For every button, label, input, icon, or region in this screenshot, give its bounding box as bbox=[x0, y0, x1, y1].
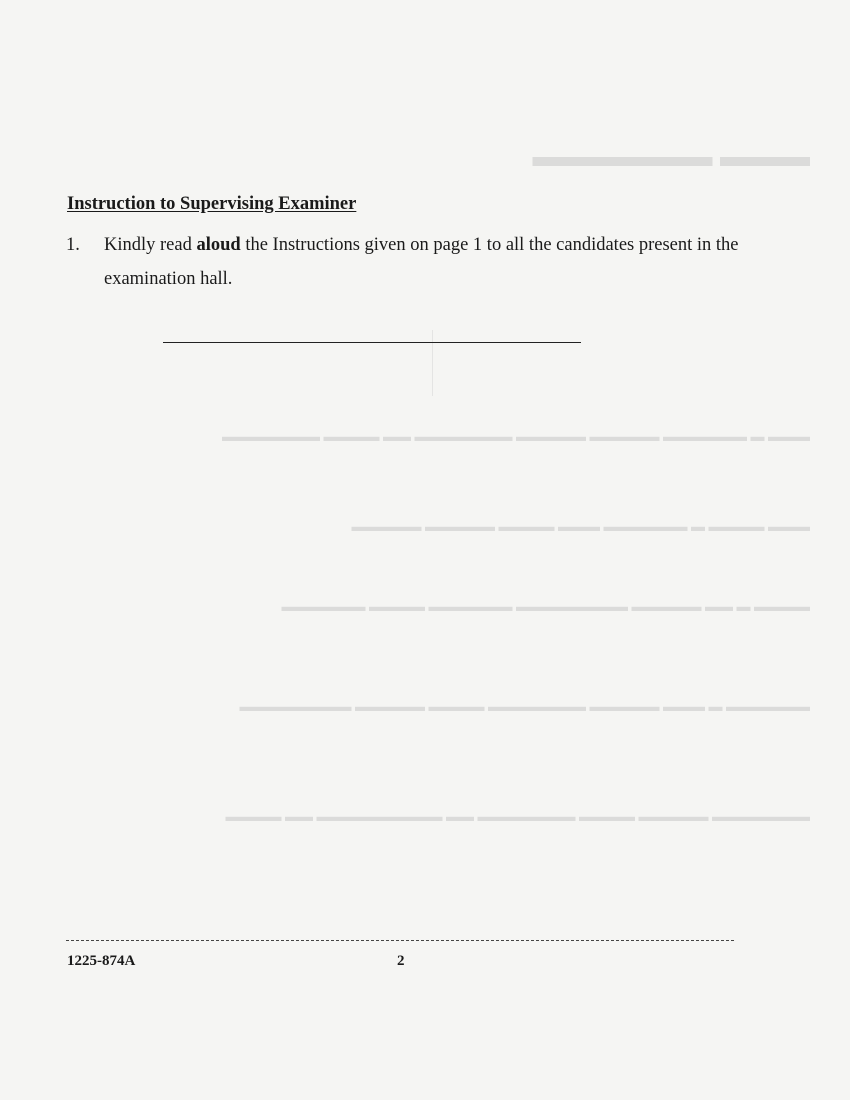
section-heading: Instruction to Supervising Examiner bbox=[67, 194, 357, 214]
footer-rule bbox=[66, 940, 734, 941]
item-text-emphasis: aloud bbox=[196, 235, 241, 255]
item-text-end: the Instructions given on page 1 to all the candidates present in the examination hall. bbox=[104, 235, 739, 289]
bleed-through-decoration: ▬▬▬ ▬ ▬▬▬▬▬▬ ▬▬▬▬▬ ▬▬▬▬▬ ▬▬▬▬▬▬▬ ▬▬ ▬▬▬▬ ▬▬▬▬▬▬▬ bbox=[222, 430, 810, 445]
item-text-start: Kindly read bbox=[104, 235, 197, 255]
instruction-item bbox=[66, 228, 746, 296]
bleed-through-decoration: ▬▬▬▬ ▬ ▬▬ ▬▬▬▬▬ ▬▬▬▬▬▬▬▬ ▬▬▬▬▬▬ ▬▬▬▬ ▬▬▬▬▬▬ bbox=[281, 600, 810, 615]
bleed-through-decoration: ▬▬▬▬▬▬ ▬ ▬▬▬ ▬▬▬▬▬ ▬▬▬▬▬▬▬ ▬▬▬▬ ▬▬▬▬▬ ▬▬▬▬▬▬▬▬ bbox=[239, 700, 810, 715]
item-number: 1. bbox=[66, 235, 80, 255]
bleed-through-decoration: ▬▬▬▬▬▬▬ ▬▬▬▬▬ ▬▬▬▬ ▬▬▬▬▬▬▬ ▬▬ ▬▬▬▬▬▬▬▬▬ ▬▬ ▬▬▬▬ bbox=[225, 810, 810, 825]
page-number: 2 bbox=[397, 953, 405, 969]
bleed-through-decoration: ▬▬▬ ▬▬▬▬ ▬ ▬▬▬▬▬▬ ▬▬▬ ▬▬▬▬ ▬▬▬▬▬ ▬▬▬▬▬ bbox=[351, 520, 810, 535]
bleed-through-decoration: ▬▬▬ ▬▬▬▬▬▬ bbox=[532, 140, 810, 173]
paper-code: 1225-874A bbox=[67, 953, 136, 969]
bleed-through-line bbox=[432, 330, 433, 396]
section-divider bbox=[163, 342, 581, 343]
item-text bbox=[104, 228, 746, 296]
